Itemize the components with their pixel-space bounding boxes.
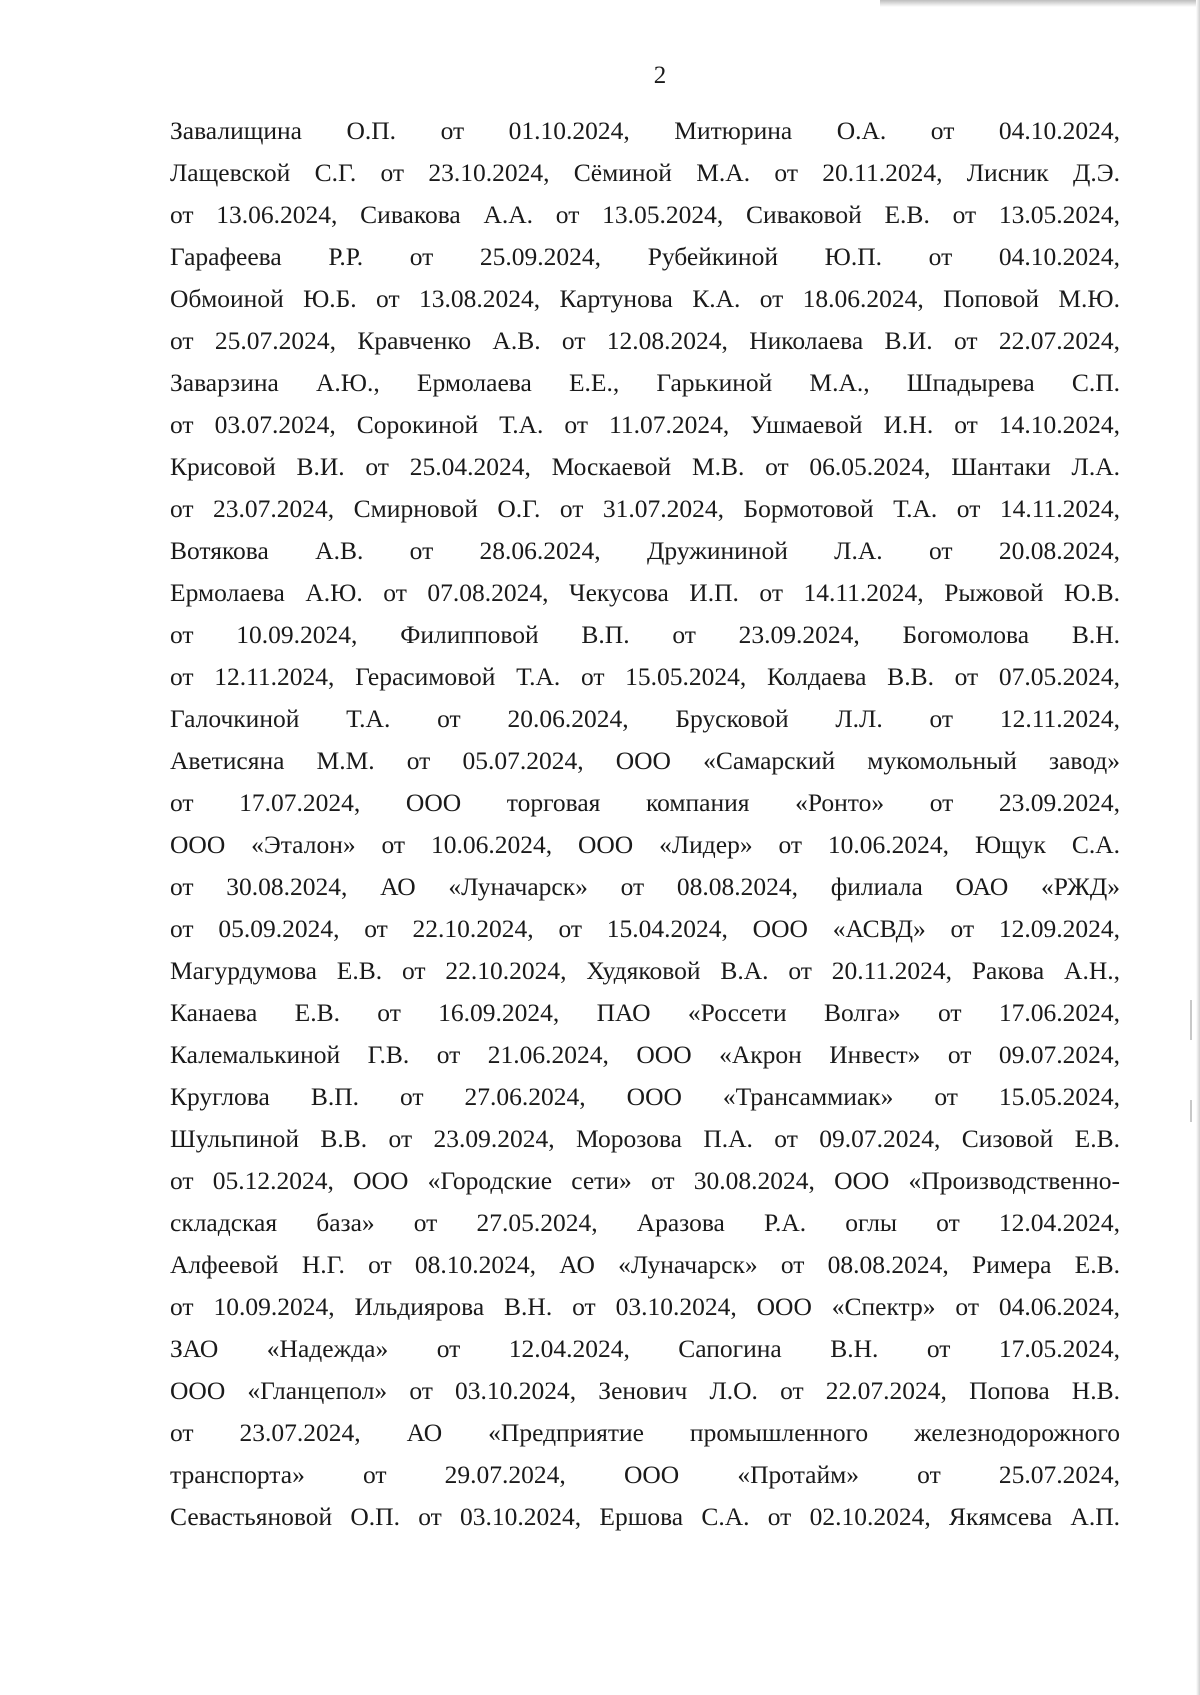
text-line: Аветисяна М.М. от 05.07.2024, ООО «Самарский мукомольный завод» — [170, 746, 1120, 775]
text-line: ЗАО «Надежда» от 12.04.2024, Сапогина В.Н. от 17.05.2024, — [170, 1334, 1120, 1363]
text-line: ООО «Гланцепол» от 03.10.2024, Зенович Л.О. от 22.07.2024, Попова Н.В. — [170, 1376, 1120, 1405]
text-line: транспорта» от 29.07.2024, ООО «Протайм» от 25.07.2024, — [170, 1460, 1120, 1489]
text-line: от 10.09.2024, Ильдиярова В.Н. от 03.10.2024, ООО «Спектр» от 04.06.2024, — [170, 1292, 1120, 1321]
text-line: ООО «Эталон» от 10.06.2024, ООО «Лидер» от 10.06.2024, Ющук С.А. — [170, 830, 1120, 859]
text-line: Круглова В.П. от 27.06.2024, ООО «Трансаммиак» от 15.05.2024, — [170, 1082, 1120, 1111]
text-line: складская база» от 27.05.2024, Аразова Р.А. оглы от 12.04.2024, — [170, 1208, 1120, 1237]
text-line: Завалищина О.П. от 01.10.2024, Митюрина О.А. от 04.10.2024, — [170, 116, 1120, 145]
text-line: от 30.08.2024, АО «Луначарск» от 08.08.2024, филиала ОАО «РЖД» — [170, 872, 1120, 901]
page-number: 2 — [653, 62, 667, 89]
scan-edge-right — [1196, 0, 1200, 1695]
text-line: Канаева Е.В. от 16.09.2024, ПАО «Россети Волга» от 17.06.2024, — [170, 998, 1120, 1027]
scan-edge-top — [880, 0, 1200, 7]
text-line: Алфеевой Н.Г. от 08.10.2024, АО «Луначарск» от 08.08.2024, Римера Е.В. — [170, 1250, 1120, 1279]
text-line: от 23.07.2024, АО «Предприятие промышленного железнодорожного — [170, 1418, 1120, 1447]
text-line: Вотякова А.В. от 28.06.2024, Дружининой Л.А. от 20.08.2024, — [170, 536, 1120, 565]
text-line: от 05.12.2024, ООО «Городские сети» от 30.08.2024, ООО «Производственно- — [170, 1166, 1120, 1195]
text-line: от 10.09.2024, Филипповой В.П. от 23.09.2024, Богомолова В.Н. — [170, 620, 1120, 649]
text-line: от 17.07.2024, ООО торговая компания «Ронто» от 23.09.2024, — [170, 788, 1120, 817]
text-line: Обмоиной Ю.Б. от 13.08.2024, Картунова К.А. от 18.06.2024, Поповой М.Ю. — [170, 284, 1120, 313]
text-line: от 03.07.2024, Сорокиной Т.А. от 11.07.2024, Ушмаевой И.Н. от 14.10.2024, — [170, 410, 1120, 439]
text-line: от 13.06.2024, Сивакова А.А. от 13.05.2024, Сиваковой Е.В. от 13.05.2024, — [170, 200, 1120, 229]
text-line: Крисовой В.И. от 25.04.2024, Москаевой М.В. от 06.05.2024, Шантаки Л.А. — [170, 452, 1120, 481]
text-line: Галочкиной Т.А. от 20.06.2024, Брусковой Л.Л. от 12.11.2024, — [170, 704, 1120, 733]
text-line: Заварзина А.Ю., Ермолаева Е.Е., Гарькиной М.А., Шпадырева С.П. — [170, 368, 1120, 397]
scan-mark — [1190, 1100, 1192, 1122]
text-line: Магурдумова Е.В. от 22.10.2024, Худяковой В.А. от 20.11.2024, Ракова А.Н., — [170, 956, 1120, 985]
scan-mark — [1190, 1000, 1192, 1040]
body-text — [170, 110, 1120, 1538]
text-line: от 23.07.2024, Смирновой О.Г. от 31.07.2024, Бормотовой Т.А. от 14.11.2024, — [170, 494, 1120, 523]
text-line: от 12.11.2024, Герасимовой Т.А. от 15.05.2024, Колдаева В.В. от 07.05.2024, — [170, 662, 1120, 691]
text-line: от 25.07.2024, Кравченко А.В. от 12.08.2024, Николаева В.И. от 22.07.2024, — [170, 326, 1120, 355]
text-line: Севастьяновой О.П. от 03.10.2024, Ершова С.А. от 02.10.2024, Якямсева А.П. — [170, 1502, 1120, 1531]
text-line: Шульпиной В.В. от 23.09.2024, Морозова П.А. от 09.07.2024, Сизовой Е.В. — [170, 1124, 1120, 1153]
text-line: Ермолаева А.Ю. от 07.08.2024, Чекусова И.П. от 14.11.2024, Рыжовой Ю.В. — [170, 578, 1120, 607]
text-line: Лащевской С.Г. от 23.10.2024, Сёминой М.А. от 20.11.2024, Лисник Д.Э. — [170, 158, 1120, 187]
text-line: от 05.09.2024, от 22.10.2024, от 15.04.2024, ООО «АСВД» от 12.09.2024, — [170, 914, 1120, 943]
text-line: Калемалькиной Г.В. от 21.06.2024, ООО «Акрон Инвест» от 09.07.2024, — [170, 1040, 1120, 1069]
text-line: Гарафеева Р.Р. от 25.09.2024, Рубейкиной Ю.П. от 04.10.2024, — [170, 242, 1120, 271]
